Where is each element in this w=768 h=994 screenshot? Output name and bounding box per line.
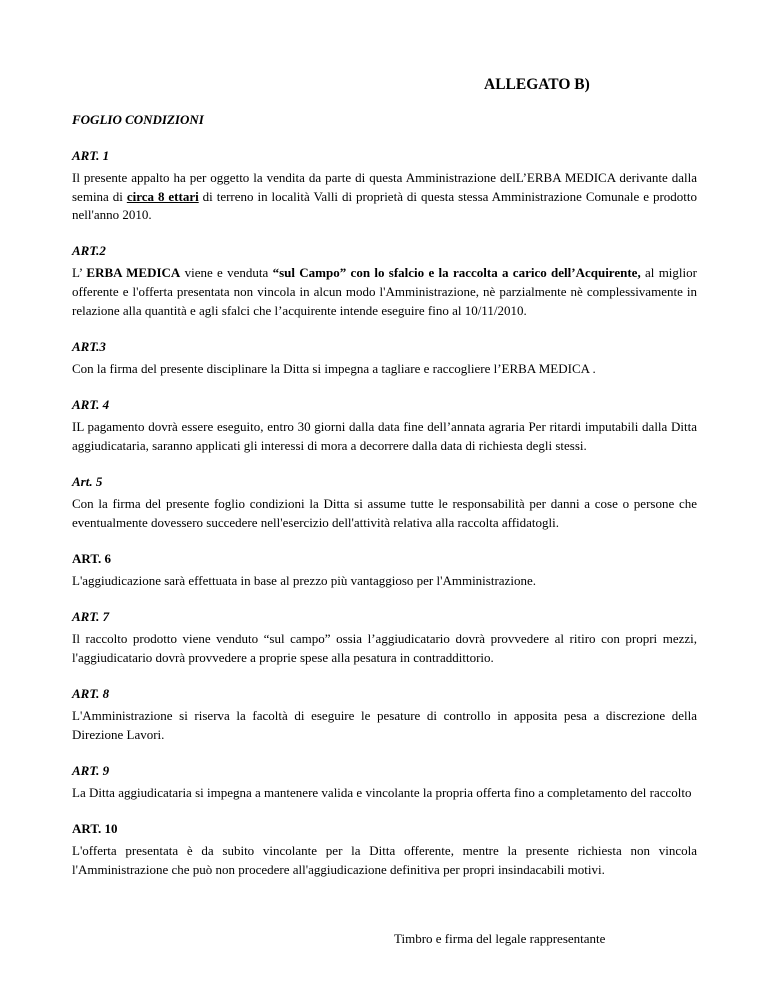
article-10-heading: ART. 10 bbox=[72, 820, 118, 836]
article-10-body: L'offerta presentata è da subito vincolante per la Ditta offerente, mentre la presente richiesta non vincola l'Amministrazione che può non procedere all'aggiudicazione definitiva per propri insindacabili motivi. bbox=[72, 842, 697, 877]
article-1 bbox=[72, 147, 697, 226]
article-5 bbox=[72, 473, 697, 533]
signature-line: Timbro e firma del legale rappresentante bbox=[394, 930, 606, 946]
article-3-heading: ART.3 bbox=[72, 339, 106, 355]
article-3-body: Con la firma del presente disciplinare la Ditta si impegna a tagliare e raccogliere l’ERBA MEDICA . bbox=[72, 361, 596, 377]
article-9-heading: ART. 9 bbox=[72, 762, 110, 778]
article-4-heading: ART. 4 bbox=[72, 397, 110, 413]
article-body-segment: L’ bbox=[72, 265, 87, 281]
article-6-body: L'aggiudicazione sarà effettuata in base al prezzo più vantaggioso per l'Amministrazione. bbox=[72, 573, 536, 589]
article-2 bbox=[72, 242, 697, 321]
article-body-segment-emphasis: circa 8 ettari bbox=[126, 188, 199, 204]
article-9 bbox=[72, 762, 697, 803]
article-2-heading: ART.2 bbox=[72, 243, 106, 259]
article-7-heading: ART. 7 bbox=[72, 609, 110, 624]
article-1-heading: ART. 1 bbox=[72, 147, 110, 163]
article-6 bbox=[72, 550, 697, 591]
article-8-body: L'Amministrazione si riserva la facoltà di eseguire le pesature di controllo in apposita pesa a discrezione della Direzione Lavori. bbox=[72, 707, 697, 742]
article-6-heading: ART. 6 bbox=[72, 551, 112, 567]
article-1-body bbox=[72, 169, 697, 226]
article-9-body: La Ditta aggiudicataria si impegna a mantenere valida e vincolante la propria offerta fino a completamento del raccolto bbox=[72, 784, 692, 800]
article-3 bbox=[72, 338, 697, 379]
article-5-body: Con la firma del presente foglio condizioni la Ditta si assume tutte le responsabilità per danni a cose o persone che eventualmente dovessero succedere nell'esercizio dell'attività relativa alla raccolta affidatogli. bbox=[72, 496, 697, 531]
article-8-heading: ART. 8 bbox=[72, 685, 110, 701]
annex-label: ALLEGATO B) bbox=[484, 76, 590, 93]
article-body-segment-bold: “sul Campo” con lo sfalcio e la raccolta a carico dell’Acquirente, bbox=[272, 265, 641, 281]
article-7 bbox=[72, 608, 697, 668]
article-4-body: IL pagamento dovrà essere eseguito, entro 30 giorni dalla data fine dell’annata agraria Per ritardi imputabili dalla Ditta aggiudicataria, saranno applicati gli interessi di mora a decorrere dalla data di richiesta degli stessi. bbox=[72, 419, 697, 454]
article-5-heading: Art. 5 bbox=[72, 474, 103, 490]
article-body-segment: al miglior offerente e l'offerta presentata non vincola in alcun modo l'Amministrazione, nè parzialmente nè complessivamente in relazione alla quantità e agli sfalci che l’acquirente intende eseguire fino al 10/11/2010. bbox=[72, 265, 697, 319]
article-body-segment: di terreno in località Valli di proprietà di questa stessa Amministrazione Comunale e prodotto nell'anno 2010. bbox=[72, 188, 698, 223]
article-body-segment-bold: ERBA MEDICA bbox=[86, 265, 181, 281]
article-2-body bbox=[72, 264, 697, 321]
document-title: FOGLIO CONDIZIONI bbox=[72, 111, 204, 127]
article-10 bbox=[72, 820, 697, 880]
article-body-segment: Il presente appalto ha per oggetto la vendita da parte di questa Amministrazione delL’ERBA MEDICA derivante dalla semina di bbox=[72, 169, 697, 204]
article-4 bbox=[72, 396, 697, 456]
article-body-segment: viene e venduta bbox=[180, 265, 273, 281]
article-8 bbox=[72, 685, 697, 745]
article-7-body: Il raccolto prodotto viene venduto “sul campo” ossia l’aggiudicatario dovrà provvedere al ritiro con propri mezzi, l'aggiudicatario dovrà provvedere a proprie spese alla pesatura in contraddittorio. bbox=[72, 630, 697, 665]
